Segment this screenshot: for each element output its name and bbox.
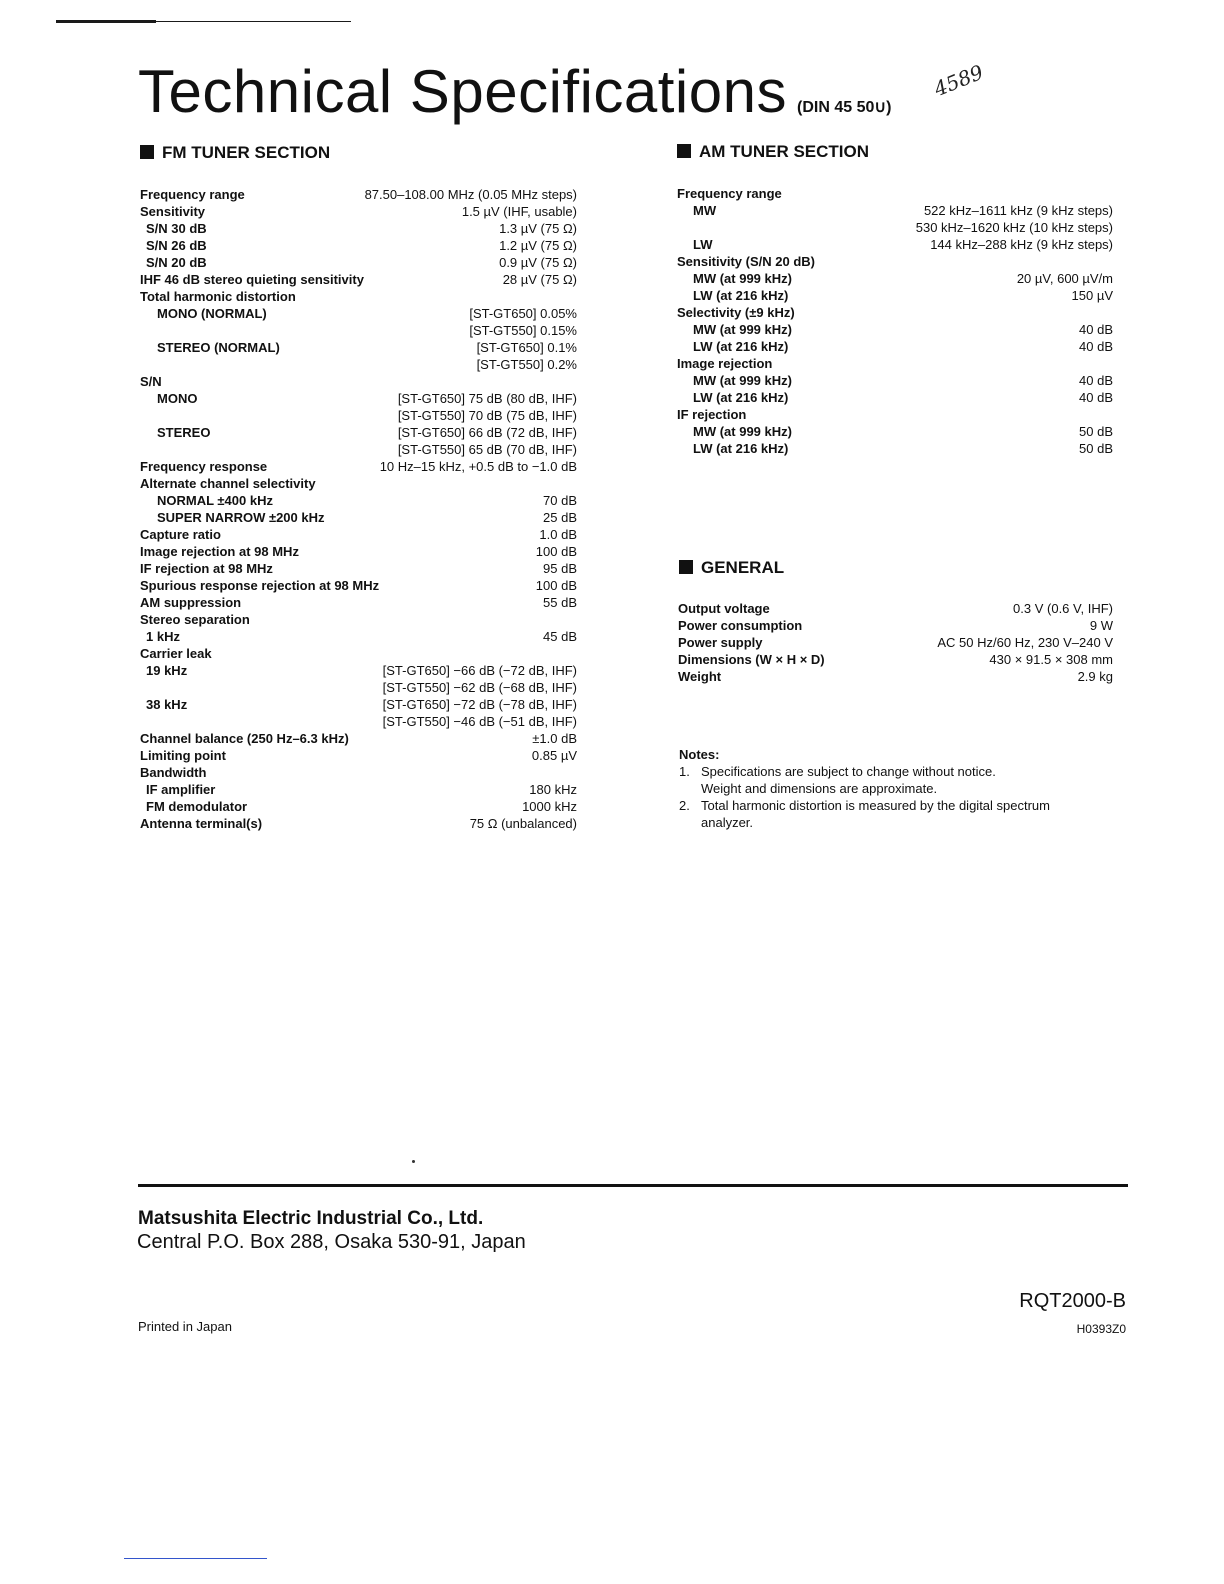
spec-label: Bandwidth: [140, 765, 207, 780]
spec-label: Antenna terminal(s): [140, 816, 263, 831]
footer-divider: [138, 1184, 1128, 1187]
spec-row: [677, 219, 1113, 236]
company-address: Central P.O. Box 288, Osaka 530-91, Japan: [137, 1231, 526, 1253]
spec-value: 20 µV, 600 µV/m: [1016, 271, 1113, 286]
spec-row: [677, 236, 1113, 253]
spec-value: 1.2 µV (75 Ω): [499, 238, 577, 253]
spec-label: Stereo separation: [140, 612, 250, 627]
spec-row: [140, 441, 577, 458]
spec-label: 19 kHz: [146, 663, 188, 678]
spec-value: [ST-GT550] 0.2%: [476, 357, 577, 372]
spec-value: 50 dB: [1079, 424, 1113, 439]
spec-value: [ST-GT650] −72 dB (−78 dB, IHF): [382, 697, 577, 712]
spec-row: [677, 389, 1113, 406]
spec-value: 2.9 kg: [1077, 669, 1113, 684]
spec-value: 430 × 91.5 × 308 mm: [989, 652, 1113, 667]
scan-artifact-line: [56, 20, 156, 23]
spec-value: 1.0 dB: [539, 527, 577, 542]
spec-row: [140, 254, 577, 271]
spec-value: 1.5 µV (IHF, usable): [461, 204, 577, 219]
spec-value: 0.9 µV (75 Ω): [499, 255, 577, 270]
notes-block: [679, 746, 1149, 831]
spec-label: Spurious response rejection at 98 MHz: [140, 578, 380, 593]
spec-row: [677, 202, 1113, 219]
spec-label: AM suppression: [140, 595, 242, 610]
section-bullet-icon: [679, 560, 693, 574]
fm-heading-text: FM TUNER SECTION: [162, 143, 331, 162]
spec-label: Channel balance (250 Hz–6.3 kHz): [140, 731, 349, 746]
spec-row: [140, 611, 577, 628]
note-item: [679, 763, 1149, 797]
spec-label: LW: [693, 237, 713, 252]
spec-value: 9 W: [1089, 618, 1113, 633]
general-section-heading: [679, 558, 784, 578]
spec-label: Carrier leak: [140, 646, 212, 661]
spec-row: [677, 321, 1113, 338]
note-line: analyzer.: [701, 815, 754, 830]
spec-value: [ST-GT550] 70 dB (75 dB, IHF): [397, 408, 577, 423]
spec-label: Image rejection at 98 MHz: [140, 544, 299, 559]
scan-artifact-line: [156, 21, 351, 22]
spec-label: Capture ratio: [140, 527, 221, 542]
spec-label: IF rejection: [677, 407, 747, 422]
spec-label: IF amplifier: [146, 782, 216, 797]
spec-label: Frequency response: [140, 459, 268, 474]
spec-label: Power supply: [678, 635, 763, 650]
note-line: Specifications are subject to change without notice.: [701, 764, 996, 779]
spec-label: IF rejection at 98 MHz: [140, 561, 273, 576]
section-bullet-icon: [677, 144, 691, 158]
spec-label: Alternate channel selectivity: [140, 476, 316, 491]
spec-row: [140, 390, 577, 407]
spec-row: [140, 764, 577, 781]
spec-row: [140, 815, 577, 832]
note-item: [679, 797, 1149, 831]
scan-speck: [412, 1160, 415, 1163]
spec-value: 25 dB: [543, 510, 577, 525]
spec-value: [ST-GT650] 0.05%: [469, 306, 577, 321]
spec-value: 100 dB: [535, 544, 577, 559]
spec-label: LW (at 216 kHz): [693, 339, 789, 354]
note-number: 2.: [679, 798, 690, 813]
spec-row: [140, 237, 577, 254]
note-line: Total harmonic distortion is measured by the digital spectrum: [701, 798, 1050, 813]
spec-label: Total harmonic distortion: [140, 289, 296, 304]
spec-row: [140, 781, 577, 798]
spec-label: 38 kHz: [146, 697, 188, 712]
fm-spec-list: [140, 186, 577, 832]
spec-row: [140, 679, 577, 696]
spec-row: [677, 372, 1113, 389]
spec-value: 0.85 µV: [531, 748, 577, 763]
general-spec-list: [678, 600, 1113, 685]
spec-row: [140, 798, 577, 815]
spec-value: [ST-GT550] 0.15%: [469, 323, 577, 338]
spec-row: [140, 186, 577, 203]
spec-label: Dimensions (W × H × D): [678, 652, 825, 667]
spec-label: SUPER NARROW ±200 kHz: [157, 510, 325, 525]
spec-label: S/N: [140, 374, 162, 389]
spec-value: 144 kHz–288 kHz (9 kHz steps): [930, 237, 1113, 252]
spec-label: Output voltage: [678, 601, 770, 616]
spec-row: [140, 543, 577, 560]
spec-label: Frequency range: [140, 187, 245, 202]
spec-value: 95 dB: [543, 561, 577, 576]
spec-value: AC 50 Hz/60 Hz, 230 V–240 V: [937, 635, 1113, 650]
spec-row: [140, 662, 577, 679]
spec-value: 50 dB: [1079, 441, 1113, 456]
spec-row: [678, 600, 1113, 617]
spec-row: [140, 288, 577, 305]
spec-label: MONO: [157, 391, 198, 406]
spec-value: [ST-GT650] −66 dB (−72 dB, IHF): [382, 663, 577, 678]
spec-value: 180 kHz: [529, 782, 577, 797]
company-name: Matsushita Electric Industrial Co., Ltd.: [138, 1208, 484, 1229]
spec-row: [140, 526, 577, 543]
spec-value: [ST-GT550] −46 dB (−51 dB, IHF): [382, 714, 577, 729]
spec-value: 45 dB: [543, 629, 577, 644]
spec-value: 40 dB: [1079, 322, 1113, 337]
spec-label: FM demodulator: [146, 799, 248, 814]
spec-row: [140, 356, 577, 373]
spec-label: S/N 30 dB: [146, 221, 207, 236]
spec-value: 1.3 µV (75 Ω): [499, 221, 577, 236]
title-text: Technical Specifications: [138, 58, 788, 125]
spec-row: [140, 220, 577, 237]
notes-title: Notes:: [679, 747, 720, 762]
spec-row: [140, 475, 577, 492]
spec-value: [ST-GT550] −62 dB (−68 dB, IHF): [382, 680, 577, 695]
spec-row: [140, 696, 577, 713]
spec-row: [678, 668, 1113, 685]
spec-value: 40 dB: [1079, 390, 1113, 405]
general-heading-text: GENERAL: [701, 558, 785, 577]
am-heading-text: AM TUNER SECTION: [699, 142, 869, 161]
spec-row: [140, 730, 577, 747]
spec-label: Weight: [678, 669, 722, 684]
printed-in: Printed in Japan: [138, 1319, 232, 1334]
spec-value: 0.3 V (0.6 V, IHF): [1013, 601, 1113, 616]
spec-label: Frequency range: [677, 186, 782, 201]
spec-row: [677, 287, 1113, 304]
spec-row: [140, 560, 577, 577]
spec-row: [678, 617, 1113, 634]
spec-value: 100 dB: [535, 578, 577, 593]
spec-row: [140, 628, 577, 645]
spec-label: STEREO (NORMAL): [157, 340, 280, 355]
spec-label: MW (at 999 kHz): [693, 322, 792, 337]
spec-row: [677, 423, 1113, 440]
spec-row: [140, 747, 577, 764]
spec-value: [ST-GT550] 65 dB (70 dB, IHF): [397, 442, 577, 457]
spec-value: [ST-GT650] 66 dB (72 dB, IHF): [397, 425, 577, 440]
handwritten-note: 4589: [930, 59, 987, 102]
spec-row: [678, 634, 1113, 651]
spec-label: MW (at 999 kHz): [693, 373, 792, 388]
spec-label: LW (at 216 kHz): [693, 390, 789, 405]
spec-label: LW (at 216 kHz): [693, 441, 789, 456]
spec-row: [140, 492, 577, 509]
spec-label: 1 kHz: [146, 629, 180, 644]
spec-row: [677, 406, 1113, 423]
spec-row: [140, 339, 577, 356]
print-code: H0393Z0: [1076, 1322, 1126, 1336]
spec-row: [140, 271, 577, 288]
spec-row: [140, 458, 577, 475]
spec-label: STEREO: [157, 425, 211, 440]
spec-value: 70 dB: [543, 493, 577, 508]
spec-value: 522 kHz–1611 kHz (9 kHz steps): [923, 203, 1113, 218]
spec-label: S/N 20 dB: [146, 255, 207, 270]
spec-row: [140, 594, 577, 611]
spec-label: Power consumption: [678, 618, 803, 633]
spec-row: [677, 355, 1113, 372]
spec-value: 1000 kHz: [522, 799, 577, 814]
spec-label: LW (at 216 kHz): [693, 288, 789, 303]
spec-value: ±1.0 dB: [532, 731, 577, 746]
spec-label: IHF 46 dB stereo quieting sensitivity: [140, 272, 364, 287]
spec-label: MW (at 999 kHz): [693, 271, 792, 286]
spec-row: [140, 509, 577, 526]
note-line: Weight and dimensions are approximate.: [701, 781, 938, 796]
scan-artifact-line: [124, 1558, 267, 1559]
spec-label: Image rejection: [677, 356, 773, 371]
spec-row: [140, 424, 577, 441]
spec-row: [677, 253, 1113, 270]
spec-value: 150 µV: [1071, 288, 1113, 303]
spec-label: S/N 26 dB: [146, 238, 207, 253]
document-code: RQT2000-B: [1019, 1290, 1126, 1312]
spec-value: 87.50–108.00 MHz (0.05 MHz steps): [364, 187, 577, 202]
spec-row: [677, 270, 1113, 287]
page-title: [138, 58, 892, 125]
spec-row: [140, 713, 577, 730]
spec-value: 40 dB: [1079, 339, 1113, 354]
spec-label: Sensitivity (S/N 20 dB): [677, 254, 815, 269]
spec-label: Sensitivity: [140, 204, 206, 219]
spec-row: [140, 645, 577, 662]
spec-value: 28 µV (75 Ω): [502, 272, 577, 287]
spec-value: 40 dB: [1079, 373, 1113, 388]
spec-value: 55 dB: [543, 595, 577, 610]
spec-row: [678, 651, 1113, 668]
spec-label: MW: [693, 203, 717, 218]
am-section-heading: [677, 142, 869, 162]
spec-value: [ST-GT650] 75 dB (80 dB, IHF): [397, 391, 577, 406]
fm-section-heading: [140, 143, 330, 163]
title-suffix: (DIN 45 50∪): [797, 99, 892, 116]
spec-label: MW (at 999 kHz): [693, 424, 792, 439]
spec-value: 10 Hz–15 kHz, +0.5 dB to −1.0 dB: [379, 459, 577, 474]
spec-label: Selectivity (±9 kHz): [677, 305, 795, 320]
spec-row: [140, 203, 577, 220]
spec-row: [677, 338, 1113, 355]
spec-value: 75 Ω (unbalanced): [469, 816, 577, 831]
spec-row: [677, 304, 1113, 321]
section-bullet-icon: [140, 145, 154, 159]
spec-label: Limiting point: [140, 748, 226, 763]
spec-value: 530 kHz–1620 kHz (10 kHz steps): [915, 220, 1113, 235]
am-spec-list: [677, 185, 1113, 457]
spec-row: [677, 185, 1113, 202]
spec-row: [140, 407, 577, 424]
spec-label: MONO (NORMAL): [157, 306, 267, 321]
note-number: 1.: [679, 764, 690, 779]
spec-label: NORMAL ±400 kHz: [157, 493, 273, 508]
spec-row: [140, 305, 577, 322]
spec-row: [140, 373, 577, 390]
spec-row: [140, 577, 577, 594]
spec-row: [677, 440, 1113, 457]
spec-value: [ST-GT650] 0.1%: [476, 340, 577, 355]
spec-row: [140, 322, 577, 339]
